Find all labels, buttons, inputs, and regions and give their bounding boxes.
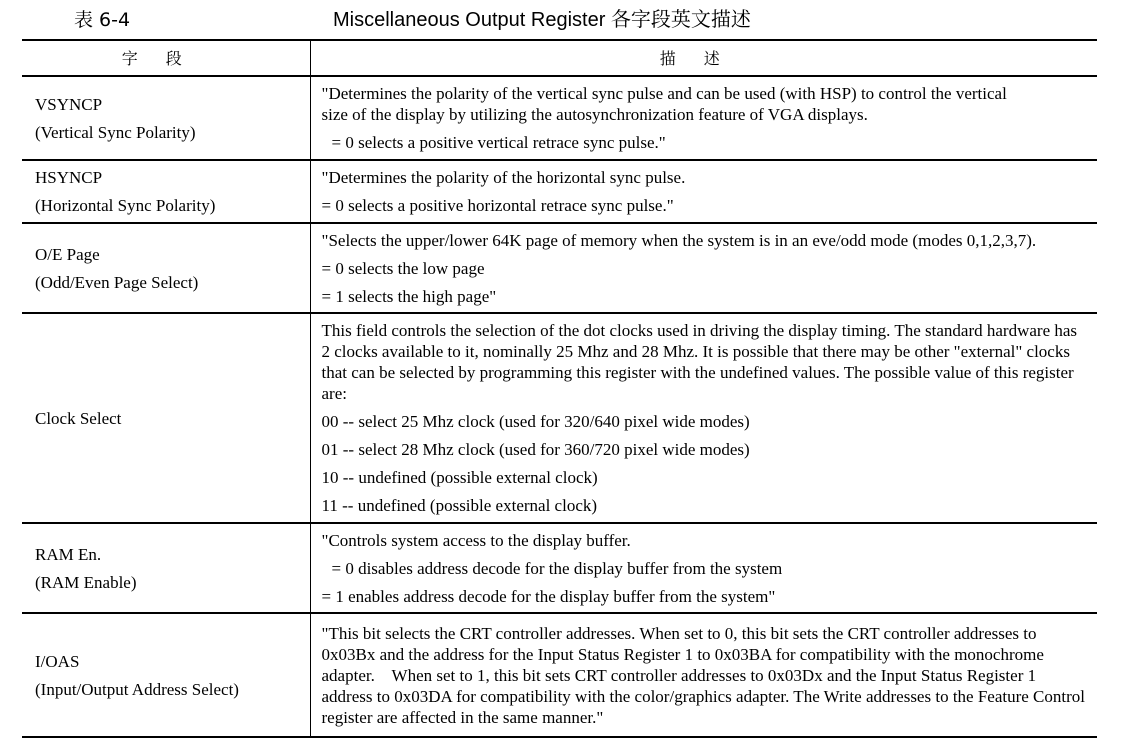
description-cell [310, 223, 1097, 313]
table-number: 表 6-4 [74, 9, 131, 31]
table-row [22, 223, 1097, 313]
field-name: VSYNCP [35, 94, 103, 114]
field-cell [22, 613, 310, 737]
field-full-name: (Vertical Sync Polarity) [35, 122, 196, 142]
field-cell [22, 523, 310, 613]
description-line: "Controls system access to the display buffer. [321, 530, 631, 550]
description-line: 01 -- select 28 Mhz clock (used for 360/720 pixel wide modes) [321, 440, 750, 459]
description-cell [310, 523, 1097, 613]
table-row [22, 313, 1097, 523]
description-line: = 0 selects a positive horizontal retrace sync pulse." [321, 196, 674, 215]
description-cell [310, 613, 1097, 737]
field-name: I/OAS [35, 651, 80, 671]
description-line: 00 -- select 25 Mhz clock (used for 320/640 pixel wide modes) [321, 412, 750, 431]
field-full-name: (RAM Enable) [35, 572, 137, 592]
description-line: "Determines the polarity of the horizontal sync pulse. [321, 168, 686, 187]
description-line: 10 -- undefined (possible external clock) [321, 468, 598, 487]
table-row [22, 160, 1097, 223]
header-field: 字段 [22, 40, 310, 76]
description-line: = 0 selects a positive vertical retrace sync pulse." [331, 133, 666, 152]
description-cell [310, 160, 1097, 223]
description-line: size of the display by utilizing the autosynchronization feature of VGA displays. [321, 105, 868, 124]
description-line: "Determines the polarity of the vertical sync pulse and can be used (with HSP) to control the vertical [321, 84, 1007, 103]
field-name: HSYNCP [35, 168, 103, 187]
description-line: "Selects the upper/lower 64K page of memory when the system is in an eve/odd mode (modes 0,1,2,3,7). [321, 230, 1037, 250]
field-full-name: (Input/Output Address Select) [35, 679, 239, 699]
table-row [22, 613, 1097, 737]
description-paragraph: This field controls the selection of the dot clocks used in driving the display timing. The standard hardware has 2 clocks available to it, nominally 25 Mhz and 28 Mhz. It is possible that there may be other "external" clocks that can be selected by programming this register with the undefined values. The possible value of this register are: [321, 321, 1078, 403]
description-paragraph: "This bit selects the CRT controller addresses. When set to 0, this bit sets the CRT controller addresses to 0x03Bx and the address for the Input Status Register 1 to 0x03BA for compatibility with the monochrome adapter. When set to 1, this bit sets CRT controller addresses to 0x03Dx and the Input Status Register 1 address to 0x03DA for compatibility with the color/graphics adapter. The Write addresses to the Feature Control register are affected in the same manner." [321, 623, 1090, 727]
field-name: O/E Page [35, 244, 100, 264]
field-cell [22, 313, 310, 523]
field-cell [22, 76, 310, 160]
description-line: = 1 selects the high page" [321, 286, 497, 306]
description-line: 11 -- undefined (possible external clock) [321, 496, 598, 515]
table-row [22, 523, 1097, 613]
table-row [22, 76, 1097, 160]
field-cell [22, 223, 310, 313]
table-title: Miscellaneous Output Register 各字段英文描述 [333, 9, 751, 31]
field-full-name: (Horizontal Sync Polarity) [35, 196, 216, 215]
field-name: Clock Select [35, 408, 122, 428]
header-row [22, 40, 1097, 76]
description-line: = 0 disables address decode for the display buffer from the system [331, 558, 783, 578]
header-description: 描述 [310, 40, 1097, 76]
description-line: = 1 enables address decode for the display buffer from the system" [321, 586, 776, 606]
field-name: RAM En. [35, 544, 102, 564]
description-line: = 0 selects the low page [321, 258, 485, 278]
description-cell [310, 313, 1097, 523]
field-full-name: (Odd/Even Page Select) [35, 272, 199, 292]
description-cell [310, 76, 1097, 160]
register-field-table [22, 39, 1097, 738]
field-cell [22, 160, 310, 223]
